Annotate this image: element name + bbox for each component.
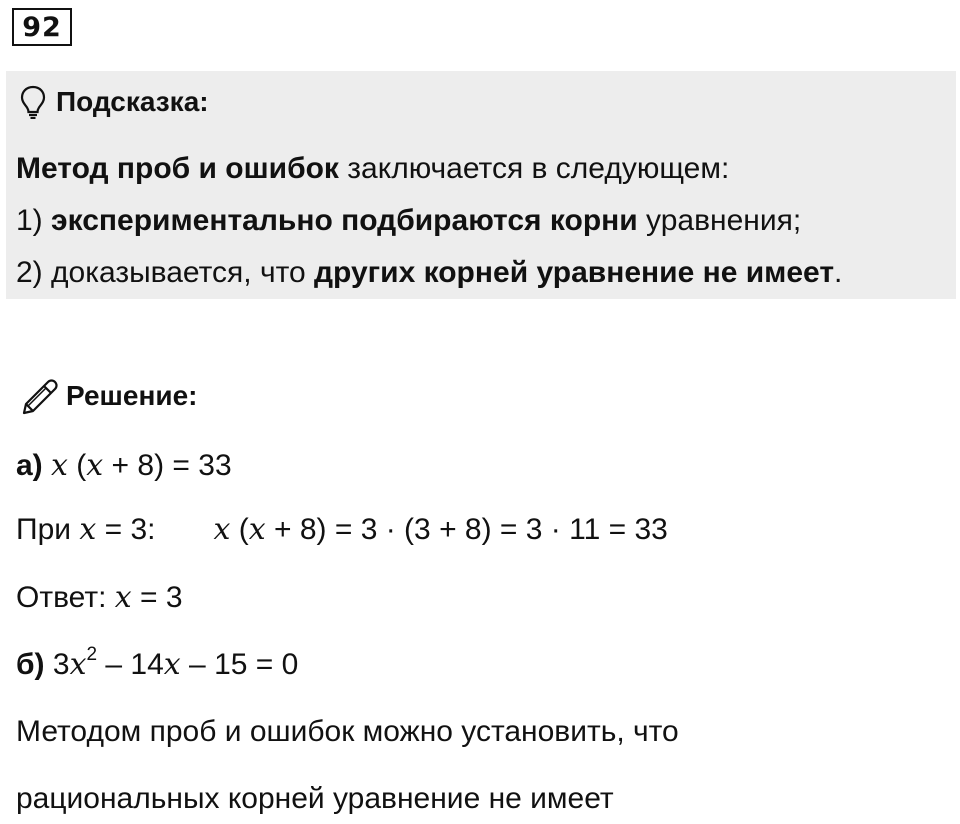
pencil-icon [18,374,62,418]
hint-line-3: 2) доказывается, что других корней уравнение не имеет. [16,256,843,289]
lightbulb-icon [20,85,46,119]
part-a-equation: а) x (x + 8) = 33 [16,448,232,483]
part-b-equation: б) $3x^2 - 14x - 15 = 0$ [16,644,299,682]
hint-line-2: 1) экспериментально подбираются корни уравнения; [16,204,802,237]
solution-heading [18,373,197,419]
part-b-text-2: рациональных корней уравнение не имеет [16,782,614,815]
part-a-check: При x = 3: x (x + 8) = 3 · (3 + 8) = 3 · 11 = 33 [16,512,668,547]
hint-title: Подсказка: [56,86,209,117]
part-a-answer: Ответ: x = 3 [16,580,183,615]
part-b-text-1: Методом проб и ошибок можно установить, что [16,715,679,748]
hint-line-1: Метод проб и ошибок заключается в следующем: [16,152,730,185]
task-number: 92 [12,8,72,46]
solution-title: Решение: [66,380,198,411]
hint-heading [20,82,209,122]
